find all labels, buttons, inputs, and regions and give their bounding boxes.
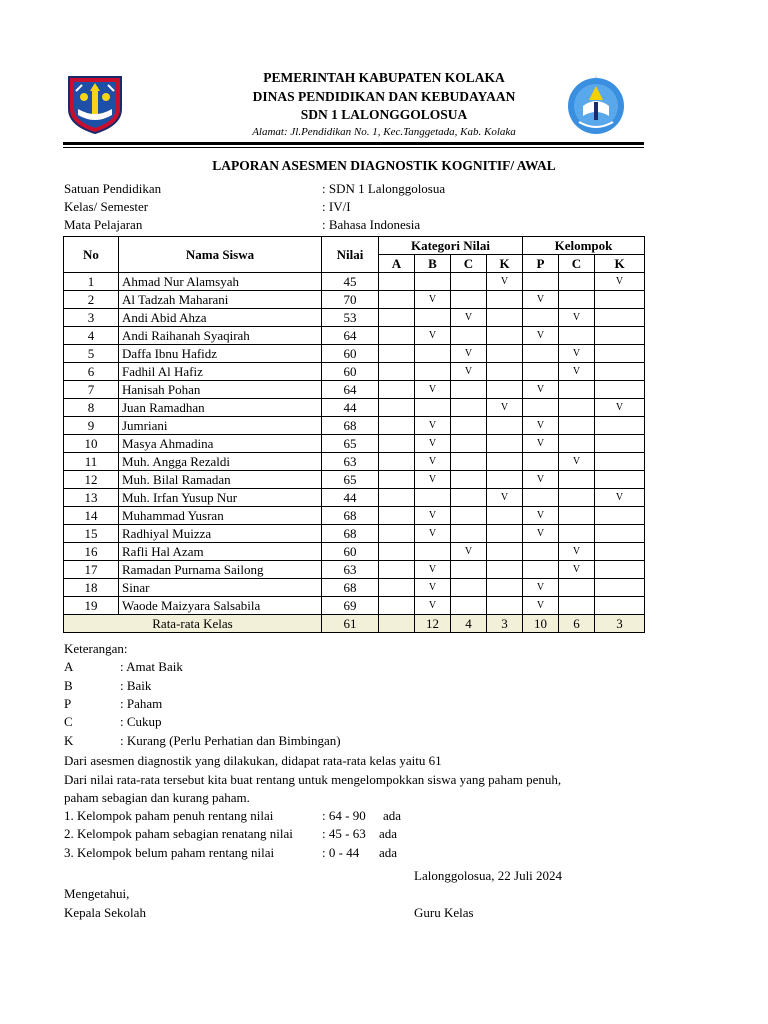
row-kel-p: [523, 309, 559, 327]
row-nilai: 60: [322, 345, 379, 363]
legend-value-a: : Amat Baik: [120, 659, 183, 674]
row-kel-k: [595, 543, 645, 561]
row-kel-c: [559, 291, 595, 309]
col-header-nama: Nama Siswa: [119, 237, 322, 273]
average-nilai: 61: [322, 615, 379, 633]
row-kel-k: [595, 435, 645, 453]
table-row: [64, 381, 645, 399]
legend-key-b: B: [64, 678, 73, 693]
row-no: 6: [64, 363, 119, 381]
row-kat-b: V: [415, 417, 451, 435]
row-no: 4: [64, 327, 119, 345]
row-kat-c: [451, 435, 487, 453]
row-kat-c: [451, 525, 487, 543]
col-header-kategori: Kategori Nilai: [379, 237, 523, 255]
info-label-mapel: Mata Pelajaran: [64, 217, 143, 232]
row-kat-c: [451, 579, 487, 597]
row-kel-p: [523, 273, 559, 291]
row-kel-c: [559, 579, 595, 597]
row-nilai: 44: [322, 489, 379, 507]
row-kat-c: [451, 453, 487, 471]
row-name: Jumriani: [119, 417, 322, 435]
row-nilai: 65: [322, 471, 379, 489]
row-no: 5: [64, 345, 119, 363]
row-kat-b: V: [415, 453, 451, 471]
row-kel-c: V: [559, 453, 595, 471]
row-kel-c: [559, 507, 595, 525]
row-kel-p: [523, 453, 559, 471]
row-kat-b: V: [415, 579, 451, 597]
row-kel-c: V: [559, 363, 595, 381]
row-name: Muh. Bilal Ramadan: [119, 471, 322, 489]
row-kat-a: [379, 345, 415, 363]
row-name: Juan Ramadhan: [119, 399, 322, 417]
row-no: 8: [64, 399, 119, 417]
row-kel-k: [595, 579, 645, 597]
row-nilai: 64: [322, 381, 379, 399]
row-nilai: 65: [322, 435, 379, 453]
table-row: [64, 489, 645, 507]
row-name: Waode Maizyara Salsabila: [119, 597, 322, 615]
col-header-kat-b: B: [415, 255, 451, 273]
row-kel-p: V: [523, 507, 559, 525]
row-kat-b: [415, 309, 451, 327]
row-kat-b: V: [415, 381, 451, 399]
table-row: [64, 291, 645, 309]
row-name: Daffa Ibnu Hafidz: [119, 345, 322, 363]
row-kel-p: [523, 363, 559, 381]
row-kel-k: [595, 471, 645, 489]
col-header-kelompok: Kelompok: [523, 237, 645, 255]
row-nilai: 69: [322, 597, 379, 615]
legend-key-p: P: [64, 696, 72, 711]
row-no: 10: [64, 435, 119, 453]
row-kat-k: V: [487, 273, 523, 291]
table-row: [64, 363, 645, 381]
row-kat-c: V: [451, 363, 487, 381]
row-name: Ahmad Nur Alamsyah: [119, 273, 322, 291]
row-kat-k: V: [487, 399, 523, 417]
row-kat-a: [379, 399, 415, 417]
row-name: Radhiyal Muizza: [119, 525, 322, 543]
row-kat-k: [487, 291, 523, 309]
row-kat-b: [415, 273, 451, 291]
row-name: Masya Ahmadina: [119, 435, 322, 453]
row-kel-p: V: [523, 471, 559, 489]
row-kat-b: V: [415, 291, 451, 309]
row-kat-a: [379, 507, 415, 525]
table-row: [64, 579, 645, 597]
row-kat-b: V: [415, 471, 451, 489]
row-kat-a: [379, 417, 415, 435]
row-name: Sinar: [119, 579, 322, 597]
row-name: Andi Abid Ahza: [119, 309, 322, 327]
row-no: 1: [64, 273, 119, 291]
header-divider-thick: [63, 142, 644, 145]
row-kel-p: V: [523, 525, 559, 543]
info-value-kelas: : IV/I: [322, 199, 351, 214]
row-kat-c: V: [451, 543, 487, 561]
col-header-kat-c: C: [451, 255, 487, 273]
row-kat-a: [379, 453, 415, 471]
row-kat-k: V: [487, 489, 523, 507]
average-k: 3: [487, 615, 523, 633]
col-header-no: No: [64, 237, 119, 273]
row-kat-b: V: [415, 327, 451, 345]
row-kat-a: [379, 489, 415, 507]
row-kel-c: [559, 435, 595, 453]
row-kat-c: V: [451, 345, 487, 363]
row-kat-k: [487, 435, 523, 453]
header-address: Alamat: Jl.Pendidikan No. 1, Kec.Tanggetada, Kab. Kolaka: [252, 126, 516, 138]
row-nilai: 64: [322, 327, 379, 345]
row-kat-c: [451, 381, 487, 399]
row-no: 7: [64, 381, 119, 399]
row-kat-b: [415, 363, 451, 381]
row-kel-p: [523, 399, 559, 417]
table-row: [64, 417, 645, 435]
row-kat-c: [451, 273, 487, 291]
group-range-3: : 0 - 44: [322, 845, 360, 860]
row-kat-k: [487, 453, 523, 471]
row-kel-p: [523, 489, 559, 507]
row-name: Muh. Irfan Yusup Nur: [119, 489, 322, 507]
row-kel-c: [559, 597, 595, 615]
row-kat-a: [379, 543, 415, 561]
row-name: Muhammad Yusran: [119, 507, 322, 525]
row-kat-b: V: [415, 525, 451, 543]
group-label-2: 2. Kelompok paham sebagian renatang nilai: [64, 826, 293, 841]
table-row: [64, 453, 645, 471]
row-kel-c: [559, 399, 595, 417]
info-value-mapel: : Bahasa Indonesia: [322, 217, 421, 232]
row-no: 19: [64, 597, 119, 615]
row-name: Rafli Hal Azam: [119, 543, 322, 561]
row-no: 14: [64, 507, 119, 525]
row-kat-k: [487, 345, 523, 363]
row-no: 2: [64, 291, 119, 309]
row-no: 16: [64, 543, 119, 561]
header-government: PEMERINTAH KABUPATEN KOLAKA: [263, 70, 505, 85]
row-nilai: 45: [322, 273, 379, 291]
row-kel-c: V: [559, 345, 595, 363]
group-label-3: 3. Kelompok belum paham rentang nilai: [64, 845, 275, 860]
row-kel-c: V: [559, 543, 595, 561]
table-row: [64, 543, 645, 561]
table-row: [64, 561, 645, 579]
col-header-kat-k: K: [487, 255, 523, 273]
row-kat-c: [451, 507, 487, 525]
row-no: 12: [64, 471, 119, 489]
group-ada-1: ada: [383, 808, 402, 823]
average-label: Rata-rata Kelas: [64, 615, 322, 633]
row-kat-k: [487, 579, 523, 597]
row-kel-c: [559, 381, 595, 399]
row-no: 11: [64, 453, 119, 471]
kepala-sekolah-label: Kepala Sekolah: [64, 905, 146, 920]
row-kel-c: [559, 327, 595, 345]
row-kat-b: V: [415, 507, 451, 525]
summary-line-1: Dari asesmen diagnostik yang dilakukan, didapat rata-rata kelas yaitu 61: [64, 753, 442, 768]
table-row: [64, 309, 645, 327]
row-kel-p: [523, 561, 559, 579]
row-kat-k: [487, 471, 523, 489]
row-kel-p: V: [523, 579, 559, 597]
row-kel-p: V: [523, 291, 559, 309]
row-kat-b: [415, 489, 451, 507]
average-b: 12: [415, 615, 451, 633]
mengetahui-label: Mengetahui,: [64, 886, 130, 901]
row-name: Ramadan Purnama Sailong: [119, 561, 322, 579]
row-kat-a: [379, 363, 415, 381]
row-kat-c: [451, 291, 487, 309]
row-kel-p: V: [523, 435, 559, 453]
row-kel-p: [523, 345, 559, 363]
assessment-table: [63, 236, 645, 633]
row-name: Al Tadzah Maharani: [119, 291, 322, 309]
table-row: [64, 435, 645, 453]
info-value-satuan: : SDN 1 Lalonggolosua: [322, 181, 446, 196]
row-no: 18: [64, 579, 119, 597]
row-kat-c: [451, 597, 487, 615]
row-kat-a: [379, 597, 415, 615]
summary-line-3: paham sebagian dan kurang paham.: [64, 790, 250, 805]
row-kat-k: [487, 561, 523, 579]
row-no: 3: [64, 309, 119, 327]
row-kat-a: [379, 381, 415, 399]
row-kat-c: [451, 327, 487, 345]
legend-key-a: A: [64, 659, 74, 674]
group-range-2: : 45 - 63: [322, 826, 366, 841]
row-no: 17: [64, 561, 119, 579]
place-date: Lalonggolosua, 22 Juli 2024: [414, 868, 563, 883]
row-kat-k: [487, 507, 523, 525]
row-nilai: 63: [322, 453, 379, 471]
row-kat-a: [379, 561, 415, 579]
row-kel-c: [559, 471, 595, 489]
average-row: [64, 615, 645, 633]
table-row: [64, 471, 645, 489]
row-kat-k: [487, 327, 523, 345]
row-kat-k: [487, 543, 523, 561]
row-kel-k: [595, 309, 645, 327]
row-kel-k: [595, 453, 645, 471]
row-kat-a: [379, 579, 415, 597]
row-name: Hanisah Pohan: [119, 381, 322, 399]
row-kat-a: [379, 309, 415, 327]
average-kel-c: 6: [559, 615, 595, 633]
col-header-kel-k: K: [595, 255, 645, 273]
group-ada-3: ada: [379, 845, 398, 860]
row-nilai: 60: [322, 543, 379, 561]
row-kel-p: V: [523, 381, 559, 399]
header-department: DINAS PENDIDIKAN DAN KEBUDAYAAN: [252, 89, 516, 104]
row-kel-k: V: [595, 273, 645, 291]
row-kat-b: [415, 543, 451, 561]
row-kel-c: [559, 273, 595, 291]
row-kat-k: [487, 417, 523, 435]
report-title: LAPORAN ASESMEN DIAGNOSTIK KOGNITIF/ AWAL: [212, 158, 556, 173]
row-nilai: 68: [322, 525, 379, 543]
row-kel-c: [559, 489, 595, 507]
row-kat-k: [487, 381, 523, 399]
row-kat-c: V: [451, 309, 487, 327]
row-kel-k: [595, 597, 645, 615]
row-nilai: 44: [322, 399, 379, 417]
row-kel-p: [523, 543, 559, 561]
row-no: 15: [64, 525, 119, 543]
row-kat-b: V: [415, 561, 451, 579]
row-nilai: 68: [322, 579, 379, 597]
table-row: [64, 273, 645, 291]
legend-value-k: : Kurang (Perlu Perhatian dan Bimbingan): [120, 733, 341, 748]
row-kel-p: V: [523, 597, 559, 615]
row-kat-a: [379, 435, 415, 453]
row-kat-k: [487, 309, 523, 327]
average-p: 10: [523, 615, 559, 633]
row-nilai: 68: [322, 417, 379, 435]
row-name: Muh. Angga Rezaldi: [119, 453, 322, 471]
info-label-kelas: Kelas/ Semester: [64, 199, 149, 214]
row-name: Fadhil Al Hafiz: [119, 363, 322, 381]
row-kat-k: [487, 597, 523, 615]
row-kel-k: V: [595, 489, 645, 507]
row-kel-c: V: [559, 561, 595, 579]
group-label-1: 1. Kelompok paham penuh rentang nilai: [64, 808, 274, 823]
row-kel-k: [595, 381, 645, 399]
col-header-kel-p: P: [523, 255, 559, 273]
row-nilai: 68: [322, 507, 379, 525]
row-kat-a: [379, 291, 415, 309]
col-header-nilai: Nilai: [322, 237, 379, 273]
legend-value-c: : Cukup: [120, 714, 162, 729]
table-row: [64, 399, 645, 417]
info-label-satuan: Satuan Pendidikan: [64, 181, 162, 196]
col-header-kat-a: A: [379, 255, 415, 273]
group-range-1: : 64 - 90: [322, 808, 366, 823]
row-kat-k: [487, 363, 523, 381]
guru-kelas-label: Guru Kelas: [414, 905, 474, 920]
row-name: Andi Raihanah Syaqirah: [119, 327, 322, 345]
row-kel-k: [595, 507, 645, 525]
row-kel-k: [595, 417, 645, 435]
row-nilai: 60: [322, 363, 379, 381]
row-kat-b: [415, 345, 451, 363]
row-kel-c: V: [559, 309, 595, 327]
table-row: [64, 525, 645, 543]
row-kel-k: V: [595, 399, 645, 417]
table-row: [64, 327, 645, 345]
row-kat-c: [451, 399, 487, 417]
row-kel-c: [559, 525, 595, 543]
row-kel-k: [595, 345, 645, 363]
legend-key-c: C: [64, 714, 73, 729]
row-kel-k: [595, 291, 645, 309]
group-ada-2: ada: [379, 826, 398, 841]
legend-value-b: : Baik: [120, 678, 152, 693]
row-kel-c: [559, 417, 595, 435]
row-kel-p: V: [523, 417, 559, 435]
row-kat-b: V: [415, 597, 451, 615]
row-kel-k: [595, 561, 645, 579]
legend-value-p: : Paham: [120, 696, 163, 711]
row-kel-k: [595, 525, 645, 543]
header-divider-thin: [63, 147, 644, 148]
legend-key-k: K: [64, 733, 74, 748]
row-kat-b: V: [415, 435, 451, 453]
row-no: 9: [64, 417, 119, 435]
row-nilai: 70: [322, 291, 379, 309]
row-kat-b: [415, 399, 451, 417]
average-kel-k: 3: [595, 615, 645, 633]
row-nilai: 63: [322, 561, 379, 579]
row-kat-a: [379, 525, 415, 543]
header-school: SDN 1 LALONGGOLOSUA: [300, 107, 468, 122]
row-nilai: 53: [322, 309, 379, 327]
row-kat-k: [487, 525, 523, 543]
table-row: [64, 507, 645, 525]
table-row: [64, 597, 645, 615]
average-c: 4: [451, 615, 487, 633]
average-a: [379, 615, 415, 633]
row-kat-a: [379, 327, 415, 345]
row-kat-c: [451, 417, 487, 435]
legend-title: Keterangan:: [64, 641, 128, 656]
row-kat-a: [379, 273, 415, 291]
row-no: 13: [64, 489, 119, 507]
row-kat-a: [379, 471, 415, 489]
table-row: [64, 345, 645, 363]
row-kat-c: [451, 471, 487, 489]
summary-line-2: Dari nilai rata-rata tersebut kita buat rentang untuk mengelompokkan siswa yang paham penuh,: [64, 772, 562, 787]
row-kel-p: V: [523, 327, 559, 345]
row-kel-k: [595, 363, 645, 381]
row-kat-c: [451, 489, 487, 507]
row-kat-c: [451, 561, 487, 579]
col-header-kel-c: C: [559, 255, 595, 273]
row-kel-k: [595, 327, 645, 345]
